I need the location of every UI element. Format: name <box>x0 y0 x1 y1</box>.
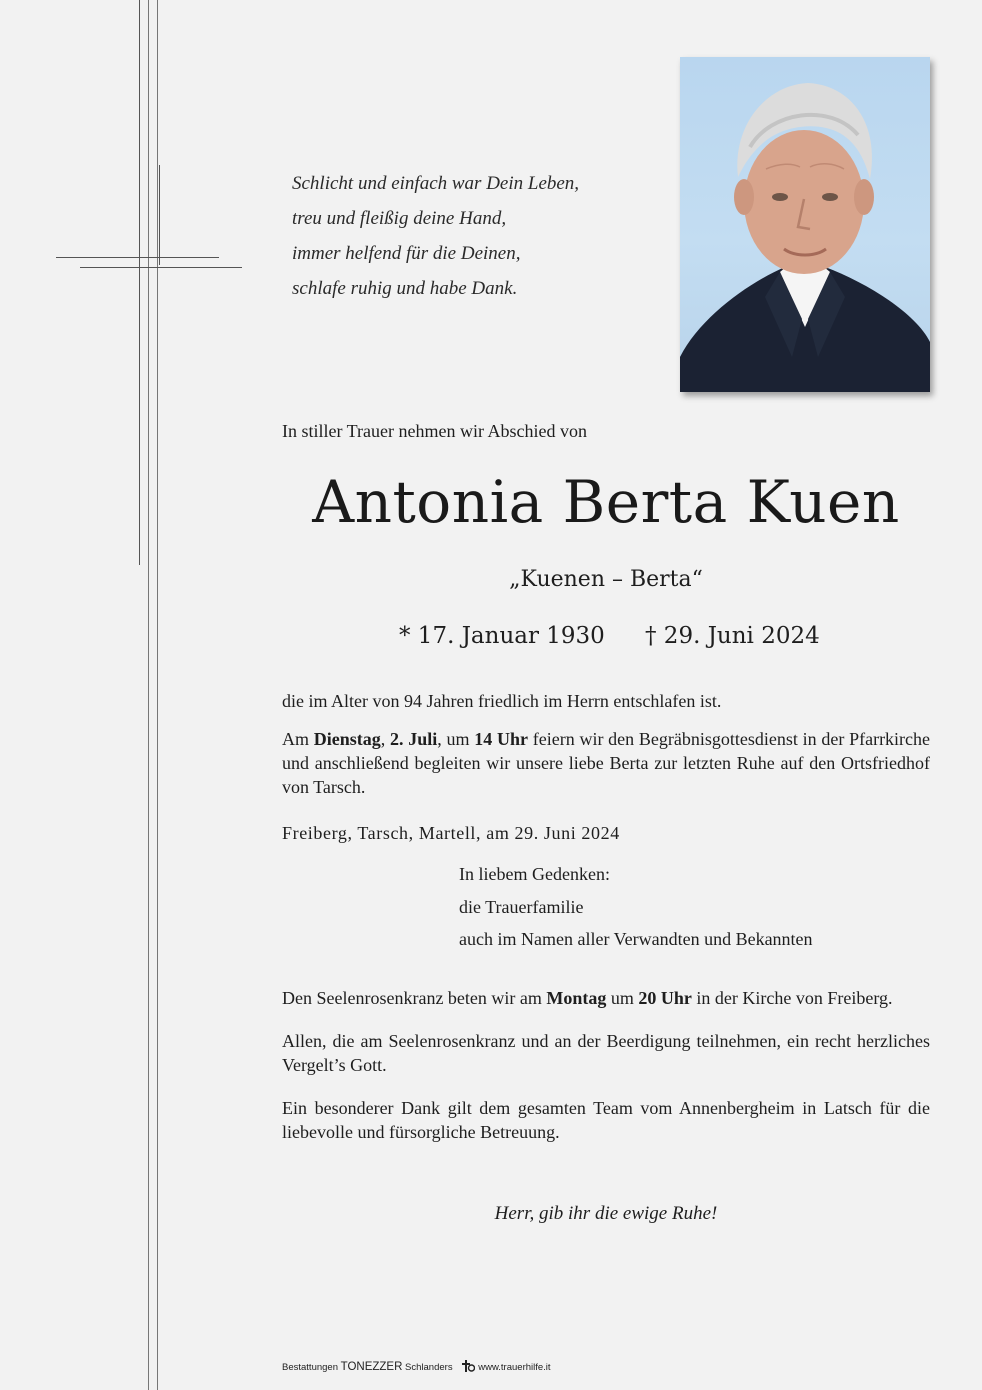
funeral-date: 2. Juli <box>390 729 438 749</box>
poem-line: treu und fleißig deine Hand, <box>292 208 507 229</box>
rosary-text: in der Kirche von Freiberg. <box>691 988 893 1008</box>
cross-bar-upper <box>56 257 219 258</box>
cross-line-upper <box>159 165 160 265</box>
intro-text: In stiller Trauer nehmen wir Abschied von <box>282 421 587 441</box>
funeral-text: feiern wir den Begräbnisgottesdienst in der Pfarrkirche und anschließend begleiten wir unsere liebe Berta zur letzten Ruhe auf den Ortsfriedhof von Tarsch. <box>282 729 931 797</box>
thanks-paragraph-2: Ein besonderer Dank gilt dem gesamten Team vom Annenbergheim in Latsch für die liebevolle und fürsorgliche Betreuung. <box>282 1098 930 1142</box>
footer-brand: TONEZZER <box>340 1361 403 1374</box>
place-date: Freiberg, Tarsch, Martell, am 29. Juni 2024 <box>282 823 620 843</box>
signoff-line: die Trauerfamilie <box>459 897 584 917</box>
age-text: die im Alter von 94 Jahren friedlich im Herrn entschlafen ist. <box>282 691 722 711</box>
footer-url: www.trauerhilfe.it <box>478 1362 551 1374</box>
cross-bar-lower <box>80 267 242 268</box>
portrait-illustration <box>680 57 930 392</box>
border-line-left <box>148 0 149 1390</box>
poem-line: Schlicht und einfach war Dein Leben, <box>292 173 580 194</box>
rosary-text: Den Seelenrosenkranz beten wir am <box>282 988 547 1008</box>
poem <box>292 166 652 306</box>
signoff-line: In liebem Gedenken: <box>459 864 610 884</box>
rosary-time: 20 Uhr <box>638 988 692 1008</box>
poem-line: immer helfend für die Deinen, <box>292 243 521 264</box>
footer <box>282 1360 551 1375</box>
rosary-paragraph <box>282 986 930 1010</box>
cross-line-long <box>139 0 140 565</box>
funeral-text: Am <box>282 729 314 749</box>
poem-line: schlafe ruhig und habe Dank. <box>292 278 518 299</box>
funeral-time: 14 Uhr <box>474 729 528 749</box>
cross-logo-icon <box>461 1360 475 1375</box>
border-line-right <box>157 0 158 1390</box>
funeral-day: Dienstag <box>313 729 381 749</box>
closing-prayer: Herr, gib ihr die ewige Ruhe! <box>494 1203 718 1224</box>
birth-date: * 17. Januar 1930 <box>399 623 605 649</box>
footer-town: Schlanders <box>402 1362 453 1374</box>
footer-prefix: Bestattungen <box>282 1362 341 1374</box>
rosary-day: Montag <box>546 988 607 1008</box>
funeral-text: , um <box>437 729 475 749</box>
nickname: „Kuenen – Berta“ <box>509 567 703 592</box>
funeral-paragraph <box>282 727 930 799</box>
death-date: † 29. Juni 2024 <box>645 623 820 649</box>
signoff-line: auch im Namen aller Verwandten und Bekannten <box>459 929 813 949</box>
portrait-photo <box>680 57 930 392</box>
funeral-text: , <box>380 729 390 749</box>
thanks-paragraph-1: Allen, die am Seelenrosenkranz und an der Beerdigung teilnehmen, ein recht herzliches Vergelt’s Gott. <box>282 1031 930 1075</box>
deceased-name: Antonia Berta Kuen <box>312 468 900 536</box>
rosary-text: um <box>606 988 639 1008</box>
